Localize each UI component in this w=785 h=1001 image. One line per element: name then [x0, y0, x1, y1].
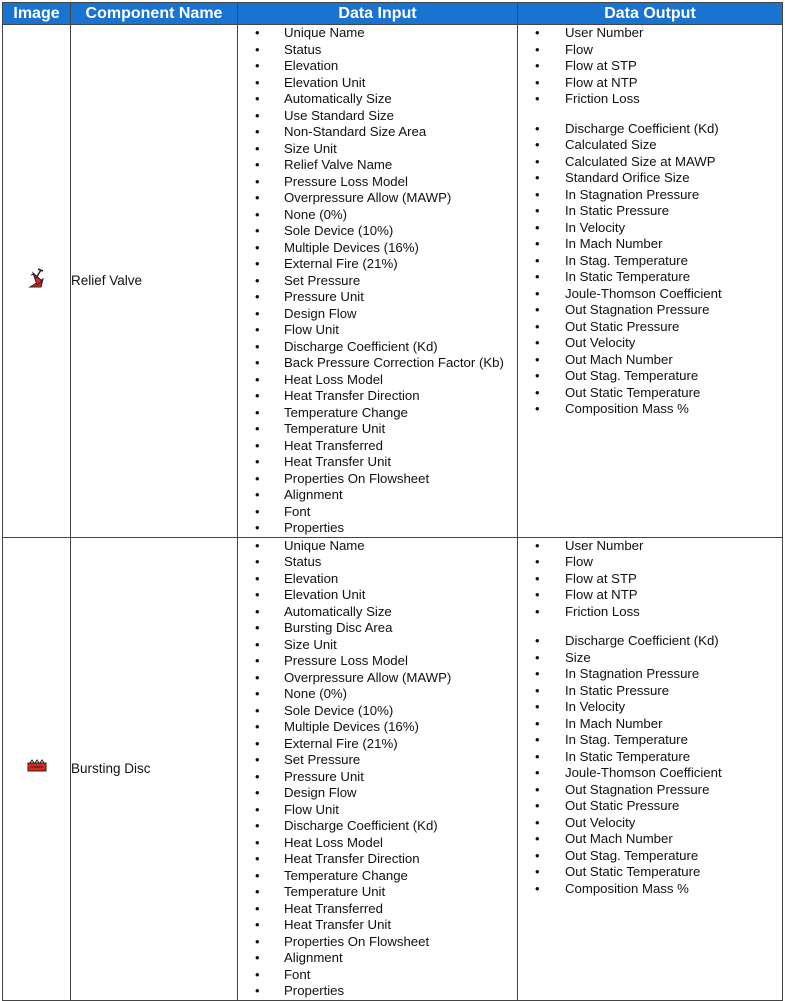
output-list-secondary [518, 633, 782, 897]
list-item: • Heat Transfer Direction [238, 388, 517, 405]
list-item: • In Stagnation Pressure [518, 187, 782, 204]
list-item: • Friction Loss [518, 604, 782, 621]
list-item: • Discharge Coefficient (Kd) [238, 339, 517, 356]
list-item: • In Velocity [518, 699, 782, 716]
list-item: • Status [238, 554, 517, 571]
input-list [238, 25, 517, 537]
list-item: • Composition Mass % [518, 881, 782, 898]
list-item: • Non-Standard Size Area [238, 124, 517, 141]
list-item: • Heat Transferred [238, 438, 517, 455]
table-row [3, 25, 783, 538]
list-item: • Properties On Flowsheet [238, 471, 517, 488]
bursting-disc-icon [27, 759, 47, 773]
list-item: • Set Pressure [238, 273, 517, 290]
list-item: • Out Velocity [518, 815, 782, 832]
list-item: • Flow at STP [518, 58, 782, 75]
list-item: • Out Static Temperature [518, 864, 782, 881]
list-item: • Heat Transferred [238, 901, 517, 918]
output-list-secondary [518, 121, 782, 418]
list-item: • Alignment [238, 487, 517, 504]
data-output-cell [518, 537, 783, 1000]
list-item: • In Stag. Temperature [518, 253, 782, 270]
list-item: • Set Pressure [238, 752, 517, 769]
list-item: • In Static Pressure [518, 203, 782, 220]
list-item: • Temperature Unit [238, 421, 517, 438]
list-item: • In Stagnation Pressure [518, 666, 782, 683]
list-item: • In Stag. Temperature [518, 732, 782, 749]
list-item: • Heat Loss Model [238, 835, 517, 852]
list-item: • Heat Transfer Direction [238, 851, 517, 868]
list-item: • Heat Transfer Unit [238, 454, 517, 471]
list-item: • Font [238, 967, 517, 984]
list-item: • Size [518, 650, 782, 667]
list-item: • Flow at STP [518, 571, 782, 588]
list-item: • Unique Name [238, 25, 517, 42]
list-item: • In Velocity [518, 220, 782, 237]
input-list [238, 538, 517, 1000]
header-data-output: Data Output [518, 3, 783, 25]
list-item: • Flow at NTP [518, 75, 782, 92]
list-item: • Temperature Unit [238, 884, 517, 901]
component-name: Bursting Disc [71, 537, 238, 1000]
table-row [3, 537, 783, 1000]
list-item: • In Mach Number [518, 236, 782, 253]
list-item: • Sole Device (10%) [238, 223, 517, 240]
list-item: • Elevation [238, 58, 517, 75]
list-item: • Temperature Change [238, 405, 517, 422]
data-input-cell [238, 537, 518, 1000]
image-cell [3, 537, 71, 1000]
list-item: • Overpressure Allow (MAWP) [238, 190, 517, 207]
list-item: • None (0%) [238, 207, 517, 224]
list-item: • Discharge Coefficient (Kd) [518, 633, 782, 650]
header-data-input: Data Input [238, 3, 518, 25]
list-item: • Calculated Size [518, 137, 782, 154]
list-item: • External Fire (21%) [238, 256, 517, 273]
list-item: • Heat Loss Model [238, 372, 517, 389]
list-item: • Temperature Change [238, 868, 517, 885]
list-item: • Back Pressure Correction Factor (Kb) [238, 355, 517, 372]
list-item: • User Number [518, 25, 782, 42]
list-item: • Out Mach Number [518, 831, 782, 848]
header-image: Image [3, 3, 71, 25]
list-item: • Friction Loss [518, 91, 782, 108]
list-item: • User Number [518, 538, 782, 555]
list-item: • Automatically Size [238, 604, 517, 621]
list-item: • Flow Unit [238, 802, 517, 819]
list-item: • Pressure Unit [238, 769, 517, 786]
list-item: • Bursting Disc Area [238, 620, 517, 637]
list-item: • Flow [518, 42, 782, 59]
list-gap [518, 620, 782, 633]
list-item: • Out Velocity [518, 335, 782, 352]
list-item: • Pressure Unit [238, 289, 517, 306]
header-row [3, 3, 783, 25]
list-item: • Sole Device (10%) [238, 703, 517, 720]
list-item: • Joule-Thomson Coefficient [518, 286, 782, 303]
component-name: Relief Valve [71, 25, 238, 538]
list-item: • In Static Temperature [518, 749, 782, 766]
list-item: • Unique Name [238, 538, 517, 555]
list-item: • Out Stagnation Pressure [518, 302, 782, 319]
list-item: • Out Stag. Temperature [518, 368, 782, 385]
list-item: • Automatically Size [238, 91, 517, 108]
list-item: • External Fire (21%) [238, 736, 517, 753]
list-item: • Use Standard Size [238, 108, 517, 125]
list-item: • Out Stag. Temperature [518, 848, 782, 865]
list-item: • Properties On Flowsheet [238, 934, 517, 951]
list-item: • Properties [238, 520, 517, 537]
list-item: • Font [238, 504, 517, 521]
list-item: • Discharge Coefficient (Kd) [518, 121, 782, 138]
list-item: • Elevation [238, 571, 517, 588]
list-item: • Alignment [238, 950, 517, 967]
relief-valve-icon [27, 267, 47, 289]
list-item: • Multiple Devices (16%) [238, 240, 517, 257]
output-list-primary [518, 25, 782, 108]
list-item: • Properties [238, 983, 517, 1000]
component-table [2, 2, 783, 1001]
list-item: • Out Static Pressure [518, 319, 782, 336]
output-list-primary [518, 538, 782, 621]
list-item: • Multiple Devices (16%) [238, 719, 517, 736]
list-item: • Flow at NTP [518, 587, 782, 604]
list-item: • Elevation Unit [238, 587, 517, 604]
list-item: • Design Flow [238, 785, 517, 802]
list-item: • In Static Pressure [518, 683, 782, 700]
data-input-cell [238, 25, 518, 538]
list-item: • Pressure Loss Model [238, 653, 517, 670]
list-item: • Discharge Coefficient (Kd) [238, 818, 517, 835]
list-item: • Out Mach Number [518, 352, 782, 369]
list-item: • In Static Temperature [518, 269, 782, 286]
list-item: • Standard Orifice Size [518, 170, 782, 187]
list-item: • Flow Unit [238, 322, 517, 339]
list-item: • Calculated Size at MAWP [518, 154, 782, 171]
list-item: • Size Unit [238, 637, 517, 654]
list-item: • Pressure Loss Model [238, 174, 517, 191]
header-component-name: Component Name [71, 3, 238, 25]
list-item: • Design Flow [238, 306, 517, 323]
list-item: • Out Static Temperature [518, 385, 782, 402]
list-item: • Relief Valve Name [238, 157, 517, 174]
image-cell [3, 25, 71, 538]
list-item: • Flow [518, 554, 782, 571]
list-item: • Out Static Pressure [518, 798, 782, 815]
list-item: • Elevation Unit [238, 75, 517, 92]
list-item: • Out Stagnation Pressure [518, 782, 782, 799]
list-item: • Overpressure Allow (MAWP) [238, 670, 517, 687]
list-gap [518, 108, 782, 121]
list-item: • None (0%) [238, 686, 517, 703]
list-item: • Joule-Thomson Coefficient [518, 765, 782, 782]
list-item: • In Mach Number [518, 716, 782, 733]
list-item: • Size Unit [238, 141, 517, 158]
list-item: • Status [238, 42, 517, 59]
list-item: • Composition Mass % [518, 401, 782, 418]
list-item: • Heat Transfer Unit [238, 917, 517, 934]
data-output-cell [518, 25, 783, 538]
